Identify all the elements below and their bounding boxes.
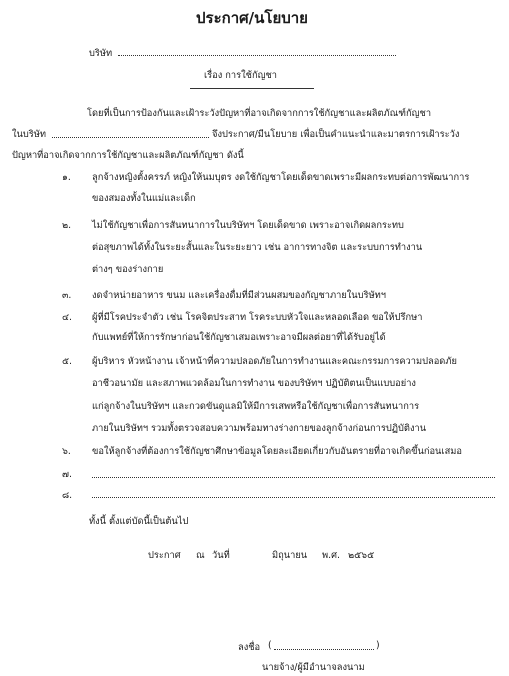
- item-5-line-4: ภายในบริษัทฯ รวมทั้งตรวจสอบความพร้อมทางร่างกายของลูกจ้างก่อนการปฏิบัติงาน: [92, 423, 427, 434]
- item-2-line-2: ต่อสุขภาพได้ทั้งในระยะสั้นและในระยะยาว เช่น อาการทางจิต และระบบการทำงาน: [92, 242, 423, 253]
- name-close-paren: ): [376, 640, 380, 651]
- era: พ.ศ.: [322, 550, 340, 561]
- item-8-number: ๘.: [62, 490, 73, 501]
- item-4-line-1: ผู้ที่มีโรคประจำตัว เช่น โรคจิตประสาท โรคระบบหัวใจและหลอดเลือด ขอให้ปรึกษา: [92, 312, 423, 323]
- signer-name-field[interactable]: [274, 649, 374, 650]
- effective-statement: ทั้งนี้ ตั้งแต่บัดนี้เป็นต้นไป: [89, 516, 189, 527]
- sign-label: ลงชื่อ: [238, 642, 261, 653]
- subject-underline: [190, 88, 314, 89]
- item-3-number: ๓.: [62, 290, 72, 301]
- item-2-number: ๒.: [62, 220, 72, 231]
- announcement-at: ณ: [196, 550, 205, 561]
- item-5-line-3: แก่ลูกจ้างในบริษัทฯ และกวดขันดูแลมิให้มีการเสพหรือใช้กัญชาเพื่อการสันทนาการ: [92, 401, 420, 412]
- page-title: ประกาศ/นโยบาย: [196, 9, 308, 27]
- date-label: วันที่: [212, 550, 230, 561]
- signer-role: นายจ้าง/ผู้มีอำนาจลงนาม: [262, 662, 365, 673]
- company-label: บริษัท: [89, 48, 113, 59]
- month: มิถุนายน: [272, 550, 308, 561]
- item-2-line-1: ไม่ใช้กัญชาเพื่อการสันทนาการในบริษัทฯ โดยเด็ดขาด เพราะอาจเกิดผลกระทบ: [92, 220, 404, 231]
- announcement-label: ประกาศ: [148, 550, 181, 561]
- item-3-line-1: งดจำหน่ายอาหาร ขนม และเครื่องดื่มที่มีส่วนผสมของกัญชาภายในบริษัทฯ: [92, 290, 387, 301]
- intro-line-2-suffix: จึงประกาศ/มีนโยบาย เพื่อเป็นคำแนะนำและมาตรการเฝ้าระวัง: [212, 129, 460, 140]
- company-name-field[interactable]: [118, 55, 396, 56]
- name-open-paren: (: [268, 640, 272, 651]
- item-5-number: ๕.: [62, 356, 72, 367]
- item-1-line-2: ของสมองทั้งในแม่และเด็ก: [92, 193, 196, 204]
- year: ๒๕๖๕: [348, 550, 375, 561]
- item-6-number: ๖.: [62, 446, 71, 457]
- item-7-number: ๗.: [62, 469, 72, 480]
- item-1-number: ๑.: [62, 172, 71, 183]
- item-1-line-1: ลูกจ้างหญิงตั้งครรภ์ หญิงให้นมบุตร งดใช้กัญชาโดยเด็ดขาดเพราะมีผลกระทบต่อการพัฒนาการ: [92, 172, 470, 183]
- item-2-line-3: ต่างๆ ของร่างกาย: [92, 264, 164, 275]
- item-8-blank-field[interactable]: [92, 497, 495, 498]
- company-name-field-2[interactable]: [52, 137, 209, 138]
- item-5-line-1: ผู้บริหาร หัวหน้างาน เจ้าหน้าที่ความปลอดภัยในการทำงานและคณะกรรมการความปลอดภัย: [92, 356, 457, 367]
- intro-line-3: ปัญหาที่อาจเกิดจากการใช้กัญชาและผลิตภัณฑ์กัญชา ดังนี้: [12, 150, 244, 161]
- intro-line-2-prefix: ในบริษัท: [12, 129, 47, 140]
- subject: เรื่อง การใช้กัญชา: [204, 70, 278, 81]
- item-6-line-1: ขอให้ลูกจ้างที่ต้องการใช้กัญชาศึกษาข้อมูลโดยละเอียดเกี่ยวกับอันตรายที่อาจเกิดขึ้นก่อนเสมอ: [92, 446, 462, 457]
- intro-line-1: โดยที่เป็นการป้องกันและเฝ้าระวังปัญหาที่อาจเกิดจากการใช้กัญชาและผลิตภัณฑ์กัญชา: [87, 108, 432, 119]
- item-5-line-2: อาชีวอนามัย และสภาพแวดล้อมในการทำงาน ของบริษัทฯ ปฏิบัติตนเป็นแบบอย่าง: [92, 378, 416, 389]
- item-4-line-2: กับแพทย์ที่ให้การรักษาก่อนใช้กัญชาเสมอเพราะอาจมีผลต่อยาที่ได้รับอยู่ได้: [92, 332, 386, 343]
- item-7-blank-field[interactable]: [92, 477, 495, 478]
- item-4-number: ๔.: [62, 312, 72, 323]
